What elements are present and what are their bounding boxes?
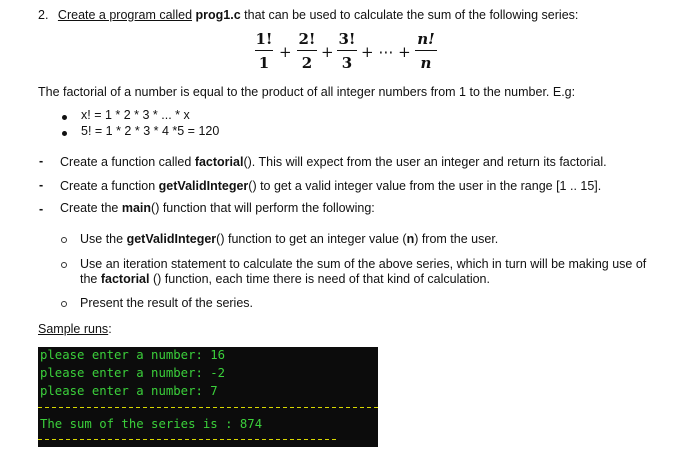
circle-bullet-icon — [61, 237, 67, 243]
requirement-bold: factorial — [194, 155, 244, 169]
task-title-rest: that can be used to calculate the sum of the following series: — [244, 8, 579, 22]
console-line: please enter a number: 7 — [40, 384, 218, 398]
console-line: please enter a number: 16 — [40, 348, 226, 362]
dash-icon: - — [39, 178, 44, 192]
fraction-bar — [297, 50, 317, 51]
plus-sign: + — [279, 43, 292, 61]
fraction-numerator: 2! — [298, 30, 316, 48]
requirement-text: Create a function called — [60, 155, 195, 169]
dash-icon: - — [39, 202, 44, 216]
fraction-term — [297, 30, 317, 72]
subitem-line: Use an iteration statement to calculate the sum of the above series, which in turn will be making use of — [80, 257, 647, 271]
requirement-item — [60, 155, 607, 169]
factorial-intro: The factorial of a number is equal to the product of all integer numbers from 1 to the number. E.g: — [38, 85, 576, 99]
ellipsis-sign: + ⋯ + — [361, 43, 411, 61]
task-heading — [38, 8, 578, 22]
subitem-bold: factorial — [100, 272, 150, 286]
fraction-bar — [415, 50, 437, 51]
subitem-text: Use the — [80, 232, 127, 246]
console-output — [38, 347, 378, 447]
fraction-denominator: n — [420, 54, 432, 72]
requirement-bold: getValidInteger — [158, 179, 249, 193]
requirement-text: () to get a valid integer value from the user in the range [1 .. 15]. — [248, 179, 602, 193]
task-number: 2. — [38, 8, 49, 22]
requirement-bold: main — [121, 201, 152, 215]
fraction-denominator: 1 — [258, 54, 270, 72]
plus-sign: + — [321, 43, 334, 61]
sample-runs-colon: : — [108, 322, 112, 336]
selection-border — [38, 439, 338, 440]
console-result: The sum of the series is : 874 — [40, 417, 263, 431]
bullet-icon — [62, 131, 67, 136]
fraction-numerator: 1! — [255, 30, 273, 48]
fraction-term — [255, 30, 273, 72]
task-title-underlined: Create a program called — [57, 8, 193, 22]
selection-border — [38, 407, 378, 408]
fraction-numerator: n! — [417, 30, 435, 48]
example-item: x! = 1 * 2 * 3 * ... * x — [81, 108, 190, 122]
subitem-bold: getValidInteger — [126, 232, 217, 246]
subitem-bold: n — [406, 232, 415, 246]
task-filename: prog1.c — [195, 8, 241, 22]
fraction-bar — [255, 50, 273, 51]
subitem-text: () function, each time there is need of that kind of calculation. — [149, 272, 490, 286]
subitem-text: ) from the user. — [414, 232, 499, 246]
sample-runs-label: Sample runs — [38, 322, 109, 336]
console-line: please enter a number: -2 — [40, 366, 226, 380]
dash-icon: - — [39, 154, 44, 168]
subitem-text: the — [80, 272, 101, 286]
fraction-numerator: 3! — [338, 30, 356, 48]
fraction-denominator: 2 — [301, 54, 313, 72]
requirement-text: Create the — [60, 201, 122, 215]
circle-bullet-icon — [61, 262, 67, 268]
fraction-bar — [337, 50, 357, 51]
requirement-text: (). This will expect from the user an integer and return its factorial. — [243, 155, 607, 169]
subitem: Present the result of the series. — [80, 296, 254, 310]
subitem — [80, 232, 498, 246]
subitem-text: () function to get an integer value ( — [216, 232, 407, 246]
example-item: 5! = 1 * 2 * 3 * 4 *5 = 120 — [81, 124, 220, 138]
fraction-term — [415, 30, 437, 72]
subitem-line — [80, 272, 490, 286]
requirement-item — [60, 201, 375, 215]
sample-runs-heading — [38, 322, 112, 336]
requirement-text: () function that will perform the following: — [151, 201, 375, 215]
fraction-term — [337, 30, 357, 72]
requirement-text: Create a function — [60, 179, 159, 193]
bullet-icon — [62, 115, 67, 120]
requirement-item — [60, 179, 601, 193]
fraction-denominator: 3 — [341, 54, 353, 72]
circle-bullet-icon — [61, 301, 67, 307]
